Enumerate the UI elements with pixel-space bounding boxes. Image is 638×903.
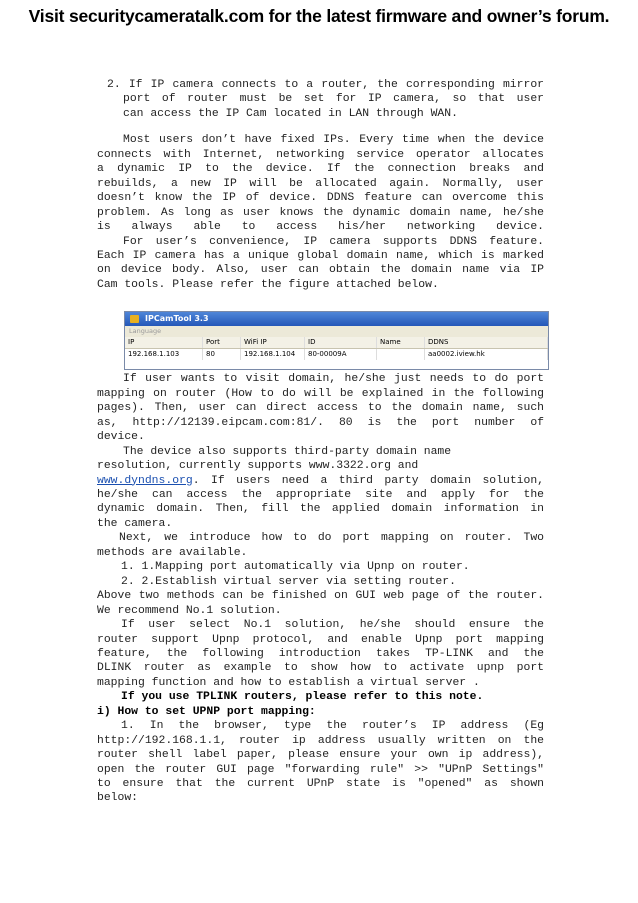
text-line: doesn’t know the IP of device. DDNS feature can overcome this: [97, 192, 544, 205]
dyndns-link[interactable]: www.dyndns.org: [97, 474, 193, 487]
table-cell: 80-00009A: [305, 349, 377, 360]
list-item: 2. 2.Establish virtual server via setting router.: [121, 575, 456, 588]
text-line: as, http://12139.eipcam.com:81/. 80 is the port number of: [97, 416, 544, 429]
text-line: DLINK router as example to show how to activate upnp port: [97, 662, 544, 675]
text-line: the camera.: [97, 517, 173, 530]
list-item-2-line: port of router must be set for IP camera, so that user: [123, 93, 544, 106]
list-item: 1. 1.Mapping port automatically via Upnp on router.: [121, 561, 470, 574]
text-line-rest: . If users need a third party domain solution,: [192, 474, 544, 487]
text-line: is always able to access his/her networking device.: [97, 221, 544, 234]
text-line: Cam tools. Please refer the figure attached below.: [97, 278, 439, 291]
text-line: http://192.168.1.1, router ip address usually written on the: [97, 734, 544, 747]
table-cell: aa0002.iview.hk: [425, 349, 548, 360]
text-line: Most users don’t have fixed IPs. Every time when the device: [123, 134, 544, 147]
paragraph-select: [97, 618, 544, 690]
table-cell: [377, 349, 425, 360]
text-line: dynamic domain. Then, fill the applied domain information in: [97, 503, 544, 516]
column-header: ID: [305, 337, 377, 348]
document-body: [97, 78, 544, 806]
text-line: router shell label paper, please ensure your own ip address),: [97, 749, 544, 762]
methods-list: [97, 560, 544, 589]
table-cell: 192.168.1.103: [125, 349, 203, 360]
site-banner: Visit securitycameratalk.com for the latest firmware and owner’s forum.: [28, 6, 610, 26]
text-line: he/she can access the appropriate site and apply for the: [97, 488, 544, 501]
paragraph-browser: [97, 719, 544, 806]
paragraph-next: [97, 531, 544, 560]
tplink-note: If you use TPLINK routers, please refer to this note.: [121, 691, 484, 704]
list-item-2-line: can access the IP Cam located in LAN through WAN.: [123, 107, 458, 120]
text-line: open the router GUI page "forwarding rule" >> "UPnP Settings": [97, 763, 544, 776]
paragraph-convenience: [97, 235, 544, 293]
app-icon: [130, 315, 139, 323]
text-line: feature, the following introduction takes TP-LINK and the: [97, 647, 544, 660]
text-line: problem. As long as user knows the dynamic domain name, he/she: [97, 206, 544, 219]
text-line: connects with Internet, networking service operator allocates: [97, 148, 544, 161]
device-table-header: [125, 337, 548, 349]
language-menu[interactable]: Language: [125, 326, 548, 337]
text-line: The device also supports third-party domain name: [123, 445, 452, 458]
paragraph-visit: [97, 372, 544, 444]
upnp-heading: i) How to set UPNP port mapping:: [97, 705, 316, 718]
column-header: Port: [203, 337, 241, 348]
text-line: below:: [97, 792, 139, 805]
window-title: IPCamTool 3.3: [145, 314, 209, 323]
paragraph-ddns: [97, 133, 544, 234]
text-line: If user select No.1 solution, he/she should ensure the: [121, 619, 544, 632]
paragraph-third-party: [97, 445, 544, 532]
list-item-2-line: 2. If IP camera connects to a router, the corresponding mirror: [107, 79, 544, 91]
column-header: DDNS: [425, 337, 548, 348]
text-line: [97, 474, 544, 488]
text-line: We recommend No.1 solution.: [97, 604, 282, 617]
text-line: mapping on router (How to do will be explained in the following: [97, 387, 544, 400]
column-header: WiFi IP: [241, 337, 305, 348]
text-line: a dynamic IP to the device. If the connection breaks and: [97, 163, 544, 176]
text-line: on device body. Also, user can obtain the domain name via IP: [97, 264, 544, 277]
text-line: router support Upnp protocol, and enable Upnp port mapping: [97, 633, 544, 646]
paragraph-above: [97, 589, 544, 618]
text-line: 1. In the browser, type the router’s IP address (Eg: [121, 720, 544, 733]
text-line: resolution, currently supports www.3322.org and: [97, 460, 419, 473]
ipcamtool-titlebar: [125, 312, 548, 326]
text-line: pages). Then, user can direct access to the domain name, such: [97, 402, 544, 415]
table-row[interactable]: [125, 349, 548, 360]
text-line: to ensure that the current UPnP state is "opened" as shown: [97, 778, 544, 791]
table-cell: 80: [203, 349, 241, 360]
text-line: device.: [97, 431, 145, 444]
text-line: mapping function and how to establish a virtual server .: [97, 676, 480, 689]
text-line: Each IP camera has a unique global domain name, which is marked: [97, 249, 544, 262]
text-line: Next, we introduce how to do port mapping on router. Two: [119, 532, 544, 545]
text-line: For user’s convenience, IP camera supports DDNS feature.: [123, 235, 544, 248]
column-header: IP: [125, 337, 203, 348]
table-cell: 192.168.1.104: [241, 349, 305, 360]
ipcamtool-screenshot: [124, 311, 549, 370]
column-header: Name: [377, 337, 425, 348]
text-line: rebuilds, a new IP will be allocated again. Normally, user: [97, 177, 544, 190]
text-line: Above two methods can be finished on GUI web page of the router.: [97, 590, 544, 603]
text-line: methods are available.: [97, 546, 248, 559]
text-line: If user wants to visit domain, he/she just needs to do port: [123, 373, 544, 386]
